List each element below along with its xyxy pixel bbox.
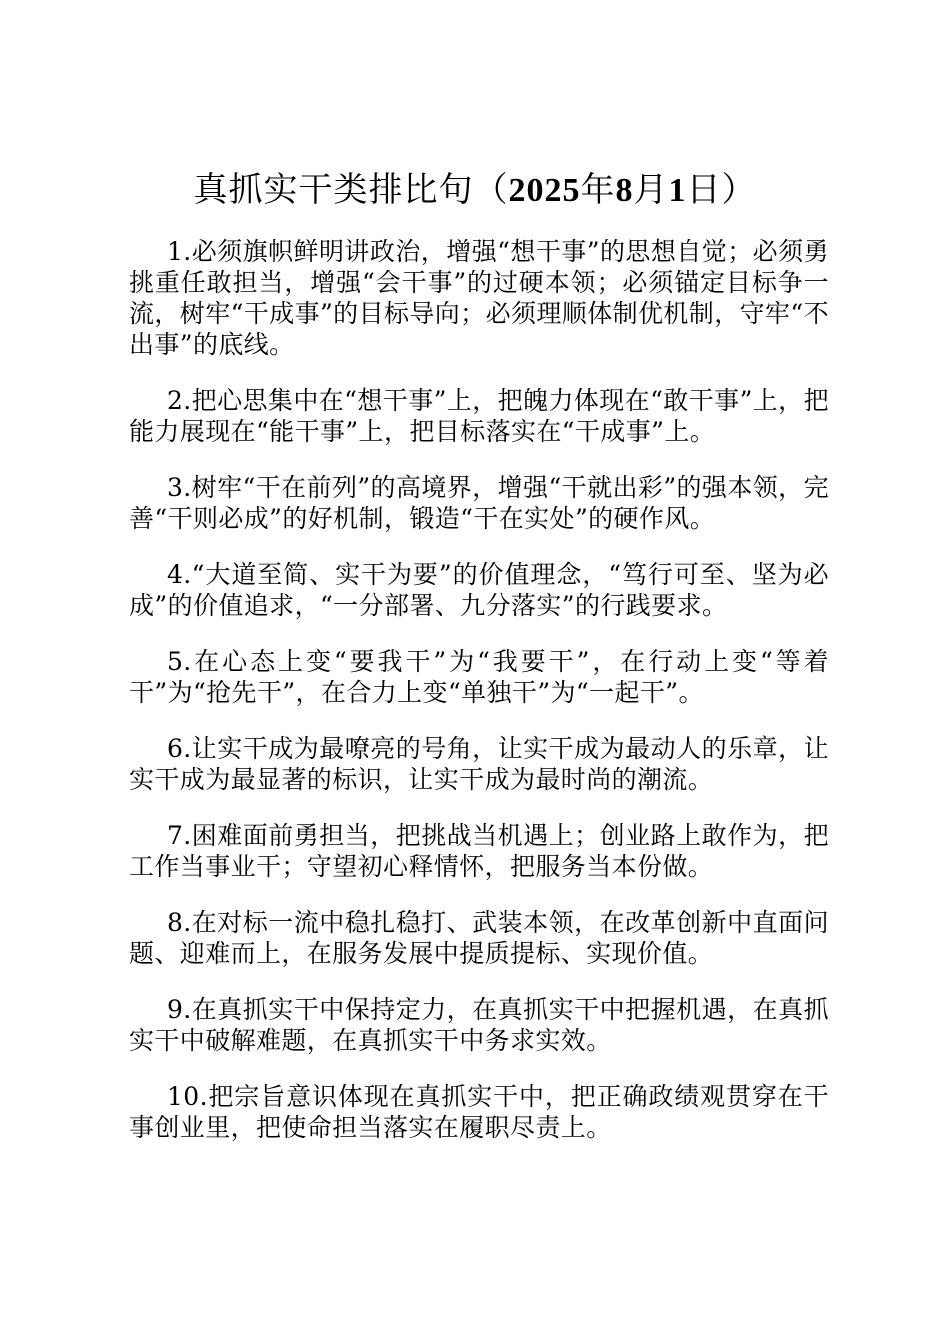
paragraph-6: 6.让实干成为最嘹亮的号角，让实干成为最动人的乐章，让实干成为最显著的标识，让实干成为最时尚的潮流。 [129, 734, 829, 794]
paragraph-9: 9.在真抓实干中保持定力，在真抓实干中把握机遇，在真抓实干中破解难题，在真抓实干中务求实效。 [129, 995, 829, 1055]
paragraph-3: 3.树牢“干在前列”的高境界，增强“干就出彩”的强本领，完善“干则必成”的好机制，锻造“干在实处”的硬作风。 [129, 473, 829, 533]
title-prefix: 真抓实干类排比句（ [193, 170, 509, 210]
title-year-unit: 年 [580, 170, 616, 210]
paragraph-7: 7.困难面前勇担当，把挑战当机遇上；创业路上敢作为，把工作当事业干；守望初心释情怀，把服务当本份做。 [129, 821, 829, 881]
paragraph-8: 8.在对标一流中稳扎稳打、武装本领，在改革创新中直面问题、迎难而上，在服务发展中提质提标、实现价值。 [129, 908, 829, 968]
paragraph-5: 5.在心态上变“要我干”为“我要干”，在行动上变“等着干”为“抢先干”，在合力上变“单独干”为“一起干”。 [129, 647, 829, 707]
document-body [129, 236, 829, 1168]
title-month: 8 [615, 172, 634, 209]
title-day: 1 [668, 172, 687, 209]
paragraph-10: 10.把宗旨意识体现在真抓实干中，把正确政绩观贯穿在干事创业里，把使命担当落实在履职尽责上。 [129, 1082, 829, 1142]
paragraph-4: 4.“大道至简、实干为要”的价值理念，“笃行可至、坚为必成”的价值追求，“一分部署、九分落实”的行践要求。 [129, 560, 829, 620]
title-month-unit: 月 [633, 170, 669, 210]
title-year: 2025 [508, 172, 581, 209]
paragraph-1: 1.必须旗帜鲜明讲政治，增强“想干事”的思想自觉；必须勇挑重任敢担当，增强“会干事”的过硬本领；必须锚定目标争一流，树牢“干成事”的目标导向；必须理顺体制优机制，守牢“不出事”的底线。 [129, 237, 829, 359]
document-title [0, 168, 950, 213]
paragraph-2: 2.把心思集中在“想干事”上，把魄力体现在“敢干事”上，把能力展现在“能干事”上，把目标落实在“干成事”上。 [129, 386, 829, 446]
title-suffix: 日） [686, 170, 757, 210]
